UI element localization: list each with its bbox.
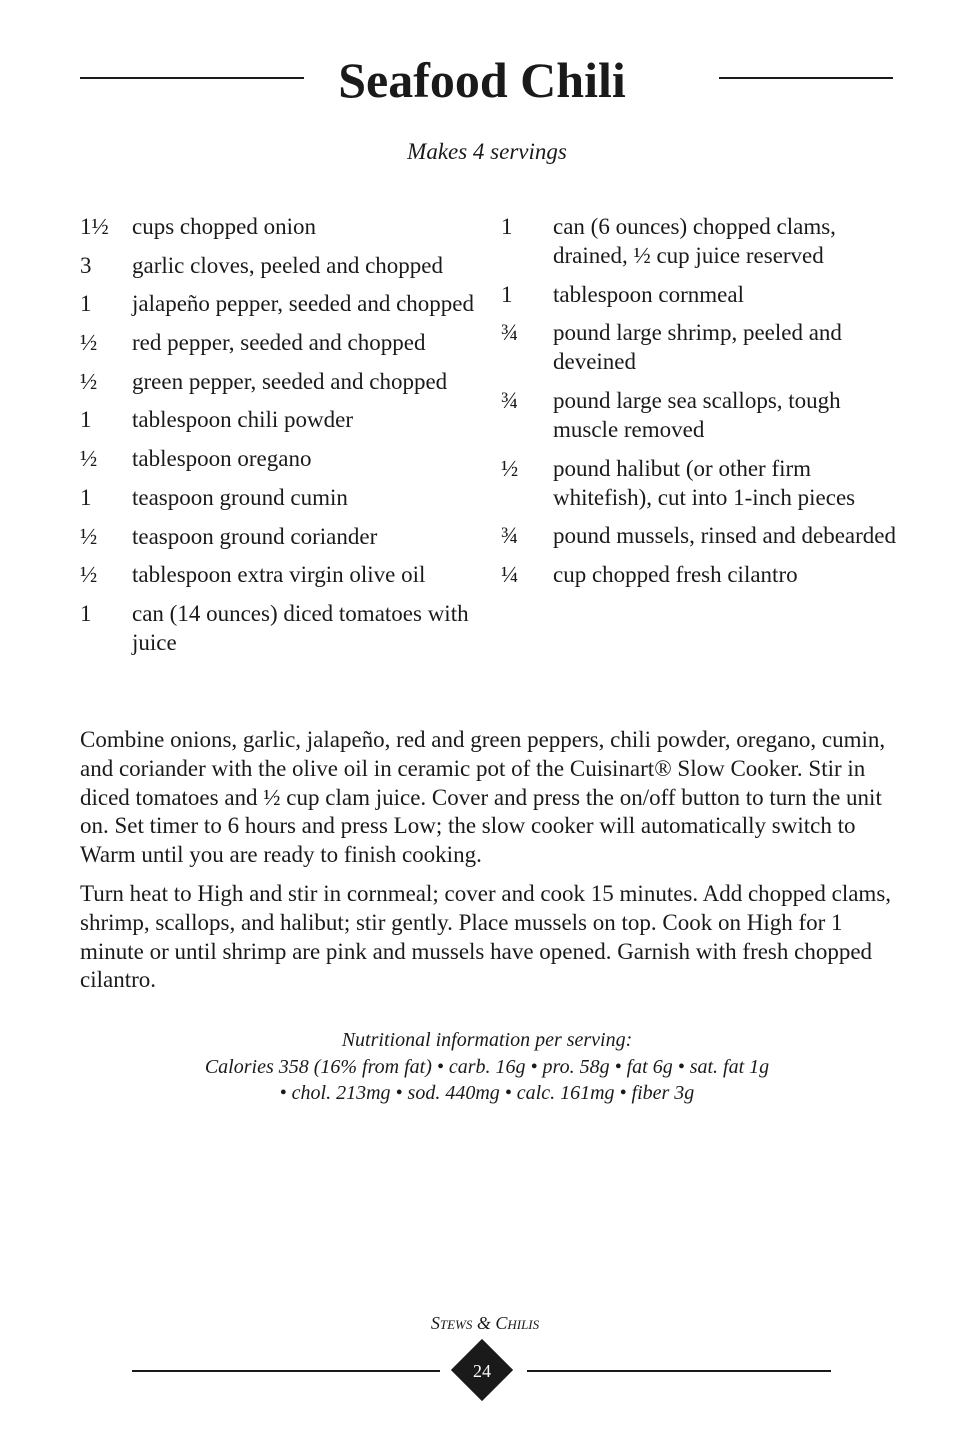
ingredient-desc: teaspoon ground cumin <box>132 484 348 510</box>
ingredient-row <box>80 328 480 357</box>
ingredient-desc: pound mussels, rinsed and debearded <box>553 523 897 549</box>
ingredient-qty: 1 <box>80 291 92 317</box>
ingredient-desc: red pepper, seeded and chopped <box>132 330 426 356</box>
ingredient-qty: 1 <box>80 600 92 626</box>
section-name: Stews & Chilis <box>430 1313 540 1333</box>
ingredient-qty: ½ <box>80 562 98 588</box>
ingredient-desc: tablespoon oregano <box>132 446 312 472</box>
ingredient-desc: can (6 ounces) chopped clams, drained, ½ cup juice reserved <box>553 214 836 268</box>
ingredient-desc: jalapeño pepper, seeded and chopped <box>132 291 475 317</box>
page-title: Seafood Chili <box>338 52 626 108</box>
ingredient-desc: tablespoon chili powder <box>132 407 354 433</box>
ingredient-desc: cup chopped fresh cilantro <box>553 562 798 588</box>
ingredient-qty: ½ <box>80 368 98 394</box>
ingredient-desc: garlic cloves, peeled and chopped <box>132 252 444 278</box>
ingredient-row <box>80 599 480 657</box>
servings-note: Makes 4 servings <box>407 139 567 164</box>
ingredient-qty: ½ <box>501 455 519 481</box>
ingredient-qty: ½ <box>80 523 98 549</box>
ingredient-desc: pound large shrimp, peeled and deveined <box>553 320 842 375</box>
page-number: 24 <box>473 1361 491 1381</box>
ingredient-qty: 1 <box>80 484 92 510</box>
ingredient-row <box>501 318 901 376</box>
ingredient-desc: teaspoon ground coriander <box>132 523 378 549</box>
ingredient-row <box>80 251 480 280</box>
ingredient-qty: ¼ <box>501 562 519 588</box>
ingredient-row <box>501 454 901 512</box>
directions <box>80 726 896 1005</box>
ingredients-left-column <box>80 212 480 667</box>
ingredient-desc: pound large sea scallops, tough muscle removed <box>553 388 841 443</box>
ingredient-qty: 1 <box>501 214 513 239</box>
title-rule-right <box>719 77 893 79</box>
ingredient-desc: can (14 ounces) diced tomatoes with juice <box>132 600 469 655</box>
ingredient-desc: green pepper, seeded and chopped <box>132 368 448 394</box>
ingredient-row <box>501 386 901 444</box>
ingredient-qty: ½ <box>80 446 98 472</box>
ingredient-row <box>501 521 901 550</box>
ingredients-right-column <box>501 212 901 599</box>
footer-rule-right <box>527 1370 831 1372</box>
ingredient-qty: ¾ <box>501 523 519 549</box>
title-row <box>0 48 954 112</box>
ingredient-qty: ½ <box>80 330 98 356</box>
ingredient-qty: 1 <box>501 281 513 307</box>
ingredient-qty: ¾ <box>501 388 519 414</box>
nutrition-heading: Nutritional information per serving: <box>341 1029 633 1051</box>
ingredient-row <box>80 212 480 241</box>
ingredient-desc: tablespoon extra virgin olive oil <box>132 562 426 588</box>
ingredient-row <box>501 280 901 309</box>
ingredient-row <box>80 405 480 434</box>
directions-paragraph: Combine onions, garlic, jalapeño, red and green peppers, chili powder, oregano, cumin, and coriander with the olive oil in ceramic pot of the Cuisinart® Slow Cooker. Stir in diced tomatoes and ½ cup clam juice. Cover and press the on/off button to turn the unit on. Set timer to 6 hours and press Low; the slow cooker will automatically switch to Warm until you are ready to finish cooking. <box>80 727 886 868</box>
ingredient-qty: 3 <box>80 252 92 278</box>
ingredient-qty: 1 <box>80 407 92 433</box>
ingredient-row <box>80 560 480 589</box>
ingredient-desc: pound halibut (or other firm whitefish), cut into 1-inch pieces <box>553 455 856 510</box>
ingredient-row <box>80 522 480 551</box>
ingredient-row <box>80 289 480 318</box>
nutrition-line: Calories 358 (16% from fat) • carb. 16g • pro. 58g • fat 6g • sat. fat 1g <box>204 1055 770 1078</box>
directions-paragraph: Turn heat to High and stir in cornmeal; cover and cook 15 minutes. Add chopped clams, shrimp, scallops, and halibut; stir gently. Place mussels on top. Cook on High for 1 minute or until shrimp are pink and mussels have opened. Garnish with fresh chopped cilantro. <box>80 880 892 993</box>
ingredient-qty: 1½ <box>80 214 109 239</box>
nutrition-info <box>0 1027 954 1107</box>
nutrition-line: • chol. 213mg • sod. 440mg • calc. 161mg • fiber 3g <box>279 1082 695 1104</box>
footer-rule-left <box>132 1370 440 1372</box>
ingredient-row <box>80 444 480 473</box>
ingredient-row <box>80 367 480 396</box>
ingredient-row <box>501 560 901 589</box>
ingredient-qty: ¾ <box>501 320 519 346</box>
ingredient-row <box>501 212 901 270</box>
ingredient-desc: tablespoon cornmeal <box>553 281 744 307</box>
ingredient-desc: cups chopped onion <box>132 214 316 239</box>
ingredient-row <box>80 483 480 512</box>
